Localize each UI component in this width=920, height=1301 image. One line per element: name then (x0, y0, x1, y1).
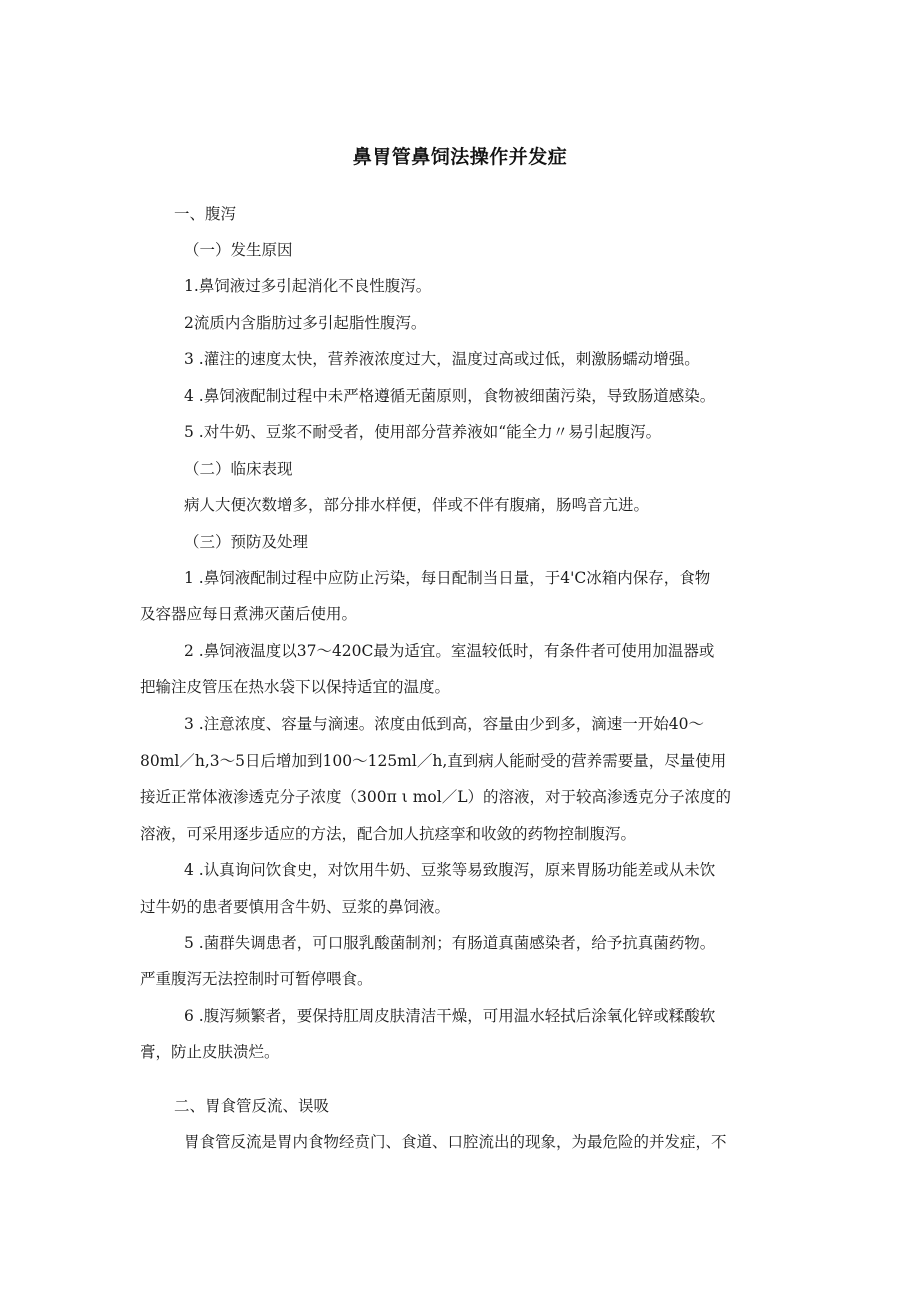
subsection-heading-2: （二）临床表现 (184, 460, 293, 478)
paragraph-line: 及容器应每日煮沸灭菌后使用。 (140, 605, 358, 623)
paragraph-line: 接近正常体液渗透克分子浓度（300π ι mol／L）的溶液，对于较高渗透克分子浓度的 (140, 788, 731, 806)
section-heading-2: 二、胃食管反流、误吸 (174, 1097, 330, 1115)
paragraph-line: 1.鼻饲液过多引起消化不良性腹泻。 (184, 277, 432, 295)
paragraph-line: 2流质内含脂肪过多引起脂性腹泻。 (184, 314, 427, 332)
paragraph-line: 把输注皮管压在热水袋下以保持适宜的温度。 (140, 678, 451, 696)
section-heading-1: 一、腹泻 (174, 205, 237, 223)
paragraph-line: 6 .腹泻频繁者，要保持肛周皮肤清洁干燥，可用温水轻拭后涂氧化锌或糅酸软 (184, 1007, 716, 1025)
paragraph-line: 5 .菌群失调患者，可口服乳酸菌制剂；有肠道真菌感染者，给予抗真菌药物。 (184, 934, 716, 952)
paragraph-line: 2 .鼻饲液温度以37～420C最为适宜。室温较低时，有条件者可使用加温器或 (184, 642, 715, 660)
paragraph-line: 4 .鼻饲液配制过程中未严格遵循无菌原则，食物被细菌污染，导致肠道感染。 (184, 387, 716, 405)
paragraph-line: 溶液，可采用逐步适应的方法，配合加人抗痉挛和收敛的药物控制腹泻。 (140, 825, 637, 843)
paragraph-line: 严重腹泻无法控制时可暂停喂食。 (140, 970, 373, 988)
paragraph-line: 3 .注意浓度、容量与滴速。浓度由低到高，容量由少到多，滴速一开始40～ (184, 715, 704, 733)
paragraph-line: 5 .对牛奶、豆浆不耐受者，使用部分营养液如“能全力〃易引起腹泻。 (184, 423, 662, 441)
paragraph-line: 过牛奶的患者要慎用含牛奶、豆浆的鼻饲液。 (140, 898, 451, 916)
paragraph-line: 1 .鼻饲液配制过程中应防止污染，每日配制当日量，于4'C冰箱内保存，食物 (184, 569, 711, 587)
paragraph-line: 胃食管反流是胃内食物经贲门、食道、口腔流出的现象，为最危险的并发症，不 (184, 1133, 727, 1151)
paragraph-line: 膏，防止皮肤溃烂。 (140, 1043, 280, 1061)
paragraph-line: 3 .灌注的速度太快，营养液浓度过大，温度过高或过低，刺激肠蠕动增强。 (184, 350, 700, 368)
paragraph-line: 4 .认真询问饮食史，对饮用牛奶、豆浆等易致腹泻，原来胃肠功能差或从未饮 (184, 861, 716, 879)
subsection-heading-1: （一）发生原因 (184, 241, 293, 259)
paragraph-line: 病人大便次数增多，部分排水样便，伴或不伴有腹痛，肠鸣音亢进。 (184, 496, 650, 514)
paragraph-line: 80ml／h,3～5日后增加到100～125ml／h,直到病人能耐受的营养需要量，尽量使用 (140, 752, 727, 770)
document-title: 鼻胃管鼻饲法操作并发症 (352, 146, 568, 168)
subsection-heading-3: （三）预防及处理 (184, 533, 309, 551)
